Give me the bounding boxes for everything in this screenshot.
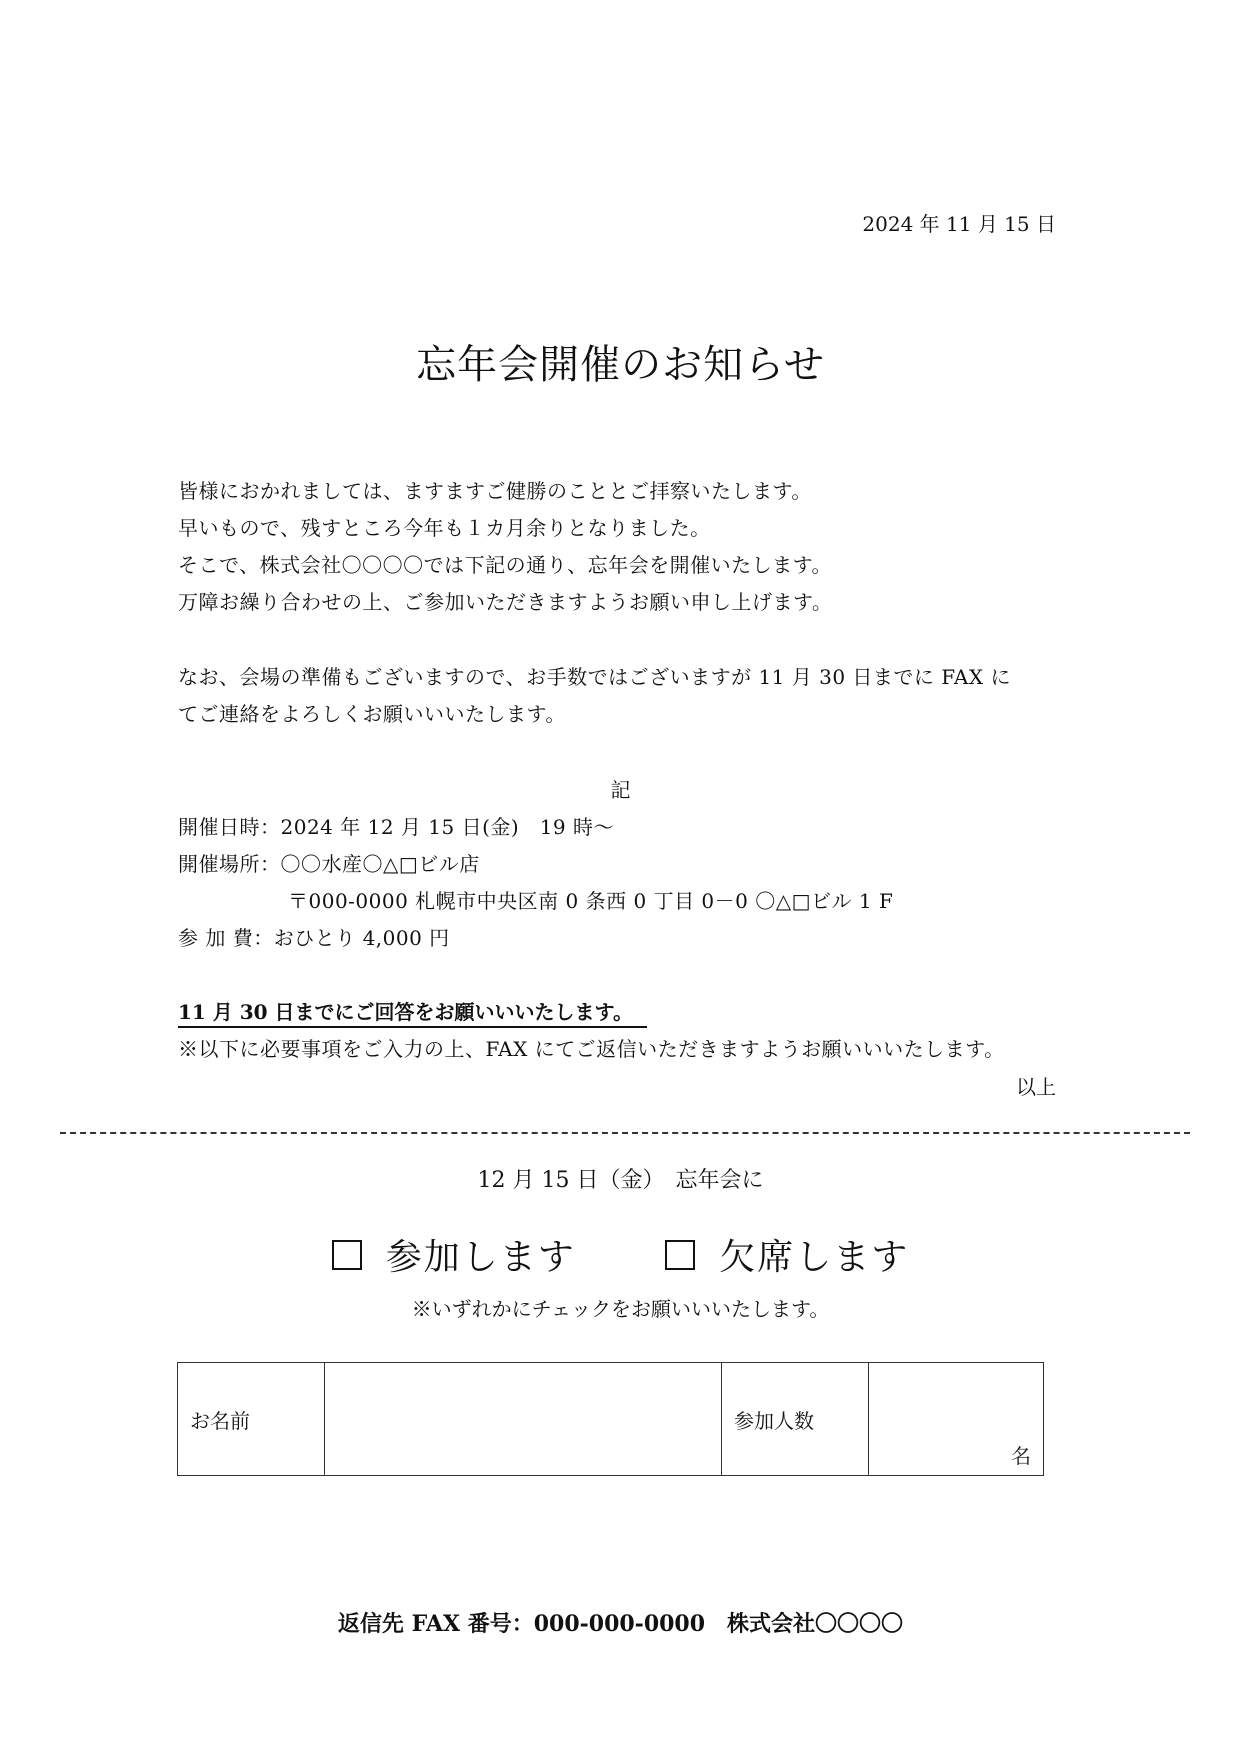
- absent-checkbox[interactable]: [665, 1240, 695, 1270]
- fax-instruction: ※以下に必要事項をご入力の上、FAX にてご返信いただきますようお願いいいたします。: [178, 1037, 1005, 1061]
- absent-label: 欠席します: [719, 1237, 910, 1278]
- event-fee: 参 加 費：おひとり 4,000 円: [178, 926, 450, 950]
- reply-heading: 12 月 15 日（金） 忘年会に: [477, 1168, 764, 1193]
- check-note: ※いずれかにチェックをお願いいいたします。: [411, 1297, 830, 1321]
- attend-option[interactable]: [332, 1229, 576, 1280]
- count-field[interactable]: [869, 1363, 1044, 1476]
- name-label: お名前: [178, 1363, 325, 1476]
- reply-form-table: [177, 1362, 1044, 1476]
- body-line: てご連絡をよろしくお願いいいたします。: [178, 702, 566, 726]
- event-datetime: 開催日時：2024 年 12 月 15 日(金) 19 時～: [178, 815, 614, 839]
- closing-mark: 以上: [1016, 1075, 1056, 1099]
- event-venue: 開催場所：〇〇水産〇△□ビル店: [178, 852, 480, 876]
- ki-heading: 記: [610, 778, 631, 802]
- body-line: 皆様におかれましては、ますますご健勝のこととご拝察いたします。: [178, 479, 812, 503]
- event-address: 〒000-0000 札幌市中央区南 0 条西 0 丁目 0－0 〇△□ビル 1 F: [288, 889, 894, 913]
- absent-option[interactable]: [665, 1229, 909, 1280]
- name-field[interactable]: [325, 1363, 722, 1476]
- document-date: 2024 年 11 月 15 日: [862, 212, 1056, 236]
- deadline-notice: 11 月 30 日までにご回答をお願いいいたします。: [178, 996, 647, 1028]
- attendance-options: [0, 1229, 1241, 1280]
- body-line: なお、会場の準備もございますので、お手数ではございますが 11 月 30 日までに FAX に: [178, 665, 1011, 689]
- attend-label: 参加します: [385, 1237, 576, 1278]
- count-label: 参加人数: [722, 1363, 869, 1476]
- cut-line: [60, 1132, 1190, 1134]
- fax-return-info: 返信先 FAX 番号：000-000-0000 株式会社〇〇〇〇: [337, 1611, 904, 1637]
- body-line: そこで、株式会社〇〇〇〇では下記の通り、忘年会を開催いたします。: [178, 553, 832, 577]
- attend-checkbox[interactable]: [332, 1240, 362, 1270]
- count-unit: 名: [1011, 1444, 1031, 1468]
- body-line: 万障お繰り合わせの上、ご参加いただきますようお願い申し上げます。: [178, 590, 833, 614]
- body-line: 早いもので、残すところ今年も１カ月余りとなりました。: [178, 516, 711, 540]
- page-title: 忘年会開催のお知らせ: [416, 342, 825, 388]
